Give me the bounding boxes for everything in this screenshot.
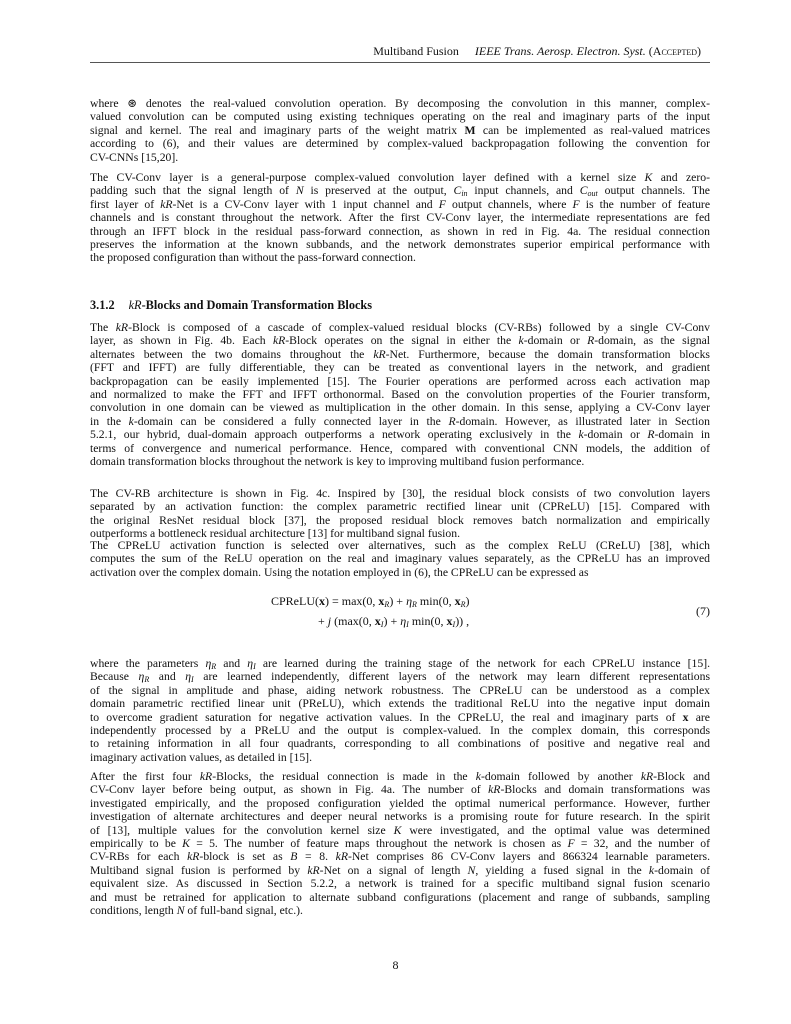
math-subscript: I [406,620,409,629]
math-subscript: I [191,675,194,685]
text-line: outperforms a bottleneck residual architecture [13] for multiband signal fusion. [90,527,460,541]
paragraph [90,171,710,265]
text-line: CV-Conv layer before being output, as shown in Fig. 4a. The number of kR-Blocks and domain transformations was [90,783,710,797]
math-symbol: C [579,184,588,198]
math-subscript: R [384,600,390,609]
math-symbol: kR [307,863,320,877]
text-line: alternates between the two domains throughout the kR-Net. Furthermore, because the domain transformation blocks [90,347,710,361]
text-line: where ⊛ denotes the real-valued convolution operation. By decomposing the convolution in this manner, complex- [90,97,710,110]
math-symbol: kR [272,334,286,348]
math-subscript: out [587,189,598,199]
header-rule [90,62,710,63]
math-symbol: j [327,614,332,628]
text-line: and normalized to make the FFT and IFFT orthonormal. Based on the convolution properties of the Fourier transform, [90,387,710,401]
math-symbol: N [467,863,476,877]
text-line: domain transformation blocks throughout the network is key to improving multiband fusion performance. [90,454,585,468]
math-vector: x [319,594,325,608]
math-symbol: kR [640,770,654,783]
math-symbol: η [400,614,407,628]
math-symbol: B [290,850,298,864]
math-vector: x [374,614,381,628]
math-symbol: η [406,594,413,608]
running-header [373,44,701,59]
header-journal [475,44,701,58]
paragraph [90,487,710,541]
header-short-title: Multiband Fusion [373,44,459,58]
math-subscript: I [253,662,256,671]
text-line: computes the sum of the ReLU operation on the real and imaginary values separately, as the CPReLU has an improved [90,552,710,566]
math-symbol: F [438,197,446,211]
paragraph [90,539,710,579]
text-line: Because $\eta_R$ and $\eta_I$ are learned independently, different layers of the network may learn different representations [90,670,711,685]
header-status: (Accepted) [648,44,701,58]
page-number: 8 [392,958,399,972]
equation-line-1: CPReLU(x) = max(0, $x_R) + \eta_R$ min(0, $x_R$) [271,594,470,609]
math-vector: x [682,710,689,724]
math-symbol: k [475,770,481,783]
text-line: and must be retrained for application to alternate subband configurations (placement and range of subbands, sampling [90,890,710,904]
math-symbol: F [572,197,580,211]
math-symbol: R [448,414,456,428]
text-line: After the first four kR-Blocks, the residual connection is made in the k-domain followed by another kR-Block and [90,770,710,783]
math-vector: x [378,594,385,608]
text-line: (FFT and IFFT) are fully differentiable, they can be treated as conventional layers in the network, and gradient [90,361,710,375]
math-symbol: kR [373,347,386,361]
equation-line-2: + j (max(0, $x_I) + \eta_I$ min(0, $x_I$)) , [318,614,470,629]
text-line: CV-CNNs [15,20]. [90,150,179,164]
text-line: layer, as shown in Fig. 4b. Each kR-Block operates on the signal in either the k-domain or R-domain, as the signal [90,334,711,348]
math-symbol: k [128,414,134,428]
math-subscript: R [211,662,217,671]
text-line: investigated empirically, and the proposed configuration yielded the optimal numerical performance. However, further [90,796,710,810]
math-symbol: R [647,428,655,442]
text-line: conditions, length N of full-band signal, etc.). [90,903,303,917]
text-line: investigation of alternate architectures and deeper neural networks is a promising route for future research. In the spirit [90,810,710,824]
math-symbol: N [176,903,185,917]
math-symbol: K [393,823,402,837]
math-symbol: η [205,657,212,670]
math-symbol: η [185,670,192,684]
text-line: CV-RBs for each kR-block is set as B = 8. kR-Net comprises 86 CV-Conv layers and 866324 learnable parameters. [90,850,711,864]
text-line: 5.2.1, our hybrid, dual-domain approach outperforms a network operating exclusively in the k-domain or R-domain in [90,428,711,442]
text-line: empirically to be K = 5. The number of feature maps throughout the network is chosen as F = 32, and the number of [90,836,711,850]
math-subscript: R [460,600,466,609]
math-symbol: kR [335,850,348,864]
math-subscript: in [461,189,468,199]
text-line: in the k-domain can be considered a fully connected layer in the R-domain. However, as illustrated later in Section [90,414,710,428]
text-line: The CV-Conv layer is a general-purpose complex-valued convolution layer defined with a kernel size K and zero- [90,171,710,184]
math-subscript: R [412,600,417,609]
math-symbol: kR [187,850,200,864]
math-symbol: R [587,334,595,348]
math-subscript: I [452,620,456,629]
text-line: according to (6), and their values are determined by complex-valued backpropagation following the convention for [90,137,710,151]
text-line: The kR-Block is composed of a cascade of complex-valued residual blocks (CV-RBs) followed by a single CV-Conv [90,321,710,334]
text-line: activation over the complex domain. Using the notation employed in (6), the CPReLU can be expressed as [90,565,589,579]
paragraph [90,97,710,164]
text-line: preserves the information at the known subbands, and the network demonstrates superior empirical performance with [90,237,710,251]
math-symbol: kR [160,197,173,211]
text-line: where the parameters $\eta_R$ and $\eta_I$ are learned during the training stage of the network for each CPReLU instance [15]. [90,657,711,671]
math-symbol: kR [488,783,501,797]
paragraph [90,657,710,764]
text-line: independently processed by a PReLU and the output is complex-valued. In the complex domain, this corresponds [90,723,710,737]
math-symbol: F [567,836,575,850]
text-line: terms of convergence and numerical performance. Hence, compared with conventional CNN models, the addition of [90,441,710,455]
text-line: the original ResNet residual block [37], the proposed residual block removes batch normalization and empirically [90,513,710,527]
section-number: 3.1.2 [90,298,115,312]
text-line: imaginary activation values, as detailed in [15]. [90,750,312,764]
equation-number: (7) [696,604,710,618]
math-symbol: η [247,657,254,670]
text-line: signal and kernel. The real and imaginary parts of the weight matrix M can be implemented as real-valued matrices [90,123,711,137]
math-symbol: k [578,428,584,442]
text-line: channels and is constant throughout the network. After the first CV-Conv layer, the intermediate representations are fed [90,211,710,225]
math-symbol: C [453,184,462,198]
text-line: Multiband signal fusion is performed by kR-Net on a signal of length N, yielding a fused signal in the k-domain of [90,863,711,877]
text-line: convolution in one domain can be viewed as multiplication in the other domain. In this sense, applying a CV-Conv layer [90,401,710,415]
math-symbol: k [648,863,655,877]
paragraph [90,770,710,917]
math-subscript: R [144,675,150,685]
math-symbol: η [138,670,145,684]
text-line: equivalent size. As discussed in Section 5.2.2, a network is trained for a specific multiband signal fusion scenario [90,877,710,891]
text-line: through an IFFT block in the residual pass-forward connection, as shown in red in Fig. 4a. The residual connection [90,224,710,238]
text-line: backpropagation can be easily implemented [15]. The Fourier operations are performed across each activation map [90,374,710,388]
paragraph [90,321,710,468]
text-line: the proposed configuration than without the pass-forward connection. [90,251,416,265]
math-symbol: kR [199,770,213,783]
math-subscript: I [380,620,384,629]
journal-name: IEEE Trans. Aerosp. Electron. Syst. [474,44,646,58]
text-line: padding such that the signal length of N is preserved at the output, $C_{in}$ input channels, and $C_{out}$ output channels. The [90,184,710,199]
section-title: -Blocks and Domain Transformation Blocks [141,298,373,312]
text-line: of the signal in amplitude and phase, aiding network robustness. The CPReLU can be understood as a complex [90,683,710,697]
text-line: to overcome gradient saturation for negative activation values. In the CPReLU, the real and imaginary parts of x are [90,710,710,724]
math-symbol: K [182,836,190,850]
math-vector: x [454,594,461,608]
text-line: valued convolution can be computed using existing techniques operating on the real and imaginary parts of the input [90,110,710,124]
math-symbol: kR [115,321,129,334]
math-vector: x [446,614,453,628]
text-line: of [13], multiple values for the convolution kernel size K were investigated, and the optimal value was determined [90,823,710,837]
text-line: The CPReLU activation function is selected over alternatives, such as the complex ReLU (CReLU) [38], which [90,539,710,552]
text-line: The CV-RB architecture is shown in Fig. 4c. Inspired by [30], the residual block consists of two convolution layers [90,487,710,500]
math-symbol: K [644,171,653,184]
math-symbol: N [295,184,304,198]
text-line: domain parametric rectified linear unit (PReLU), which extends the traditional ReLU into the negative input domain [90,697,710,711]
text-line: first layer of kR-Net is a CV-Conv layer with 1 input channel and F output channels, where F is the number of feature [90,197,711,211]
math-symbol: k [518,334,524,348]
section-heading [90,298,372,313]
text-line: separated by an activation function: the complex parametric rectified linear unit (CPReLU) [15]. Compared with [90,500,710,514]
math-vector: M [464,123,476,137]
section-title-math: kR [128,298,142,312]
text-line: to retaining information in all four quadrants, corresponding to all combinations of positive and negative real and [90,737,710,751]
